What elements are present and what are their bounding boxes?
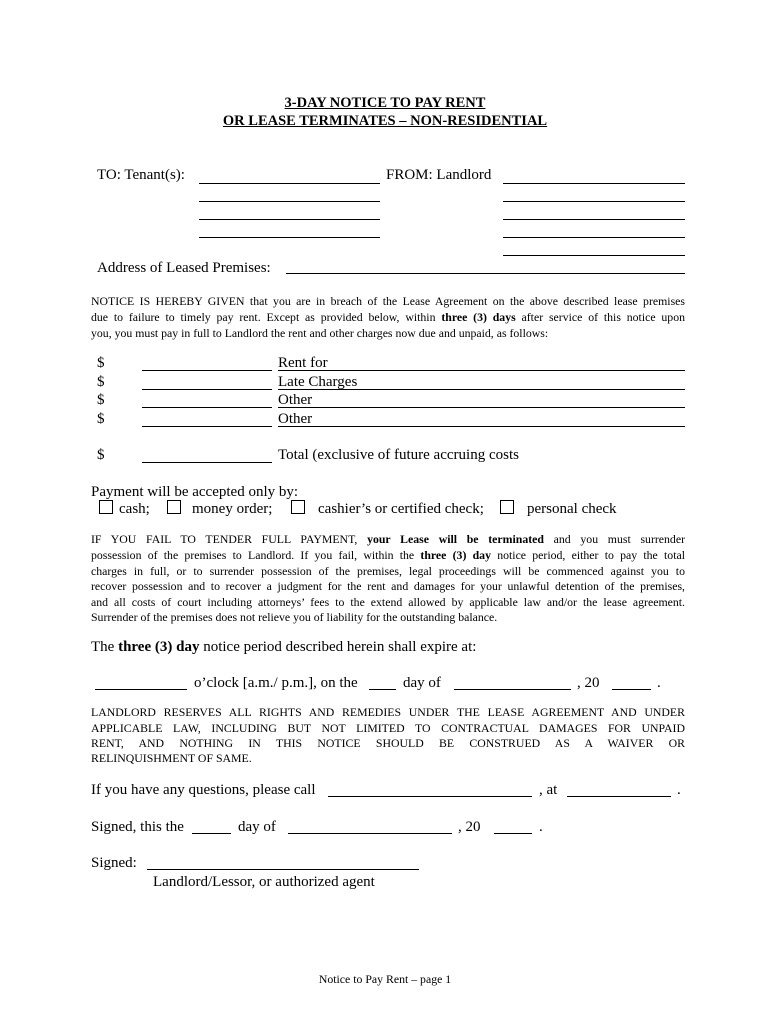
contact-name-line[interactable]	[328, 796, 532, 797]
to-tenant-label: TO: Tenant(s):	[97, 167, 185, 183]
other-label-1: Other	[278, 392, 313, 408]
fail-line-5: and all costs of court including attorneys’ fees to the extend allowed by applicable law and/or the lease agreement.	[91, 595, 685, 609]
other-line-1[interactable]	[278, 407, 685, 408]
fail-line-2: possession of the premises to Landlord. If you fail, within the three (3) day notice period, either to pay the total	[91, 548, 685, 562]
expire-period: .	[657, 675, 661, 691]
signed-year-label: , 20	[458, 819, 481, 835]
signed-date-label: Signed, this the	[91, 819, 184, 835]
questions-period: .	[677, 782, 681, 798]
rights-line-4: RELINQUISHMENT OF SAME.	[91, 751, 252, 765]
notice-line-2: due to failure to timely pay rent. Except as provided below, within three (3) days after service of this notice upon	[91, 310, 685, 324]
money-order-label: money order;	[192, 501, 273, 517]
page-footer: Notice to Pay Rent – page 1	[318, 972, 452, 986]
expire-day-line[interactable]	[369, 689, 396, 690]
personal-check-checkbox[interactable]	[500, 500, 514, 514]
payment-label: Payment will be accepted only by:	[91, 484, 299, 500]
late-charges-amount-line[interactable]	[142, 389, 272, 390]
late-charges-label: Late Charges	[278, 374, 358, 390]
signed-year-line[interactable]	[494, 833, 532, 834]
fail-line-1: IF YOU FAIL TO TENDER FULL PAYMENT, your Lease will be terminated and you must surrender	[91, 532, 685, 546]
signature-line[interactable]	[147, 869, 419, 870]
personal-check-label: personal check	[527, 501, 617, 517]
signed-day-of-label: day of	[238, 819, 276, 835]
cashiers-check-label: cashier’s or certified check;	[318, 501, 484, 517]
dollar-sign-1: $	[97, 355, 105, 371]
total-label: Total (exclusive of future accruing costs	[278, 447, 519, 463]
landlord-name-line-4[interactable]	[503, 237, 685, 238]
signature-label: Signed:	[91, 855, 137, 871]
other-label-2: Other	[278, 411, 313, 427]
questions-label: If you have any questions, please call	[91, 782, 316, 798]
landlord-name-line-2[interactable]	[503, 201, 685, 202]
tenant-name-line-4[interactable]	[199, 237, 380, 238]
cashiers-check-checkbox[interactable]	[291, 500, 305, 514]
expire-day-of-label: day of	[403, 675, 441, 691]
tenant-name-line-3[interactable]	[199, 219, 380, 220]
signed-day-line[interactable]	[192, 833, 231, 834]
signed-month-line[interactable]	[288, 833, 452, 834]
notice-line-3: you, you must pay in full to Landlord the rent and other charges now due and unpaid, as follows:	[91, 326, 549, 340]
signature-caption: Landlord/Lessor, or authorized agent	[153, 874, 375, 890]
address-line[interactable]	[286, 273, 685, 274]
rent-amount-line[interactable]	[142, 370, 272, 371]
notice-line-1: NOTICE IS HEREBY GIVEN that you are in breach of the Lease Agreement on the above described lease premises	[91, 294, 685, 308]
from-landlord-label: FROM: Landlord	[386, 167, 492, 183]
total-amount-line[interactable]	[142, 462, 272, 463]
rights-line-2: APPLICABLE LAW, INCLUDING BUT NOT LIMITED TO CONTRACTUAL DAMAGES FOR UNPAID	[91, 721, 685, 735]
other-line-2[interactable]	[278, 426, 685, 427]
expire-statement: The three (3) day notice period described herein shall expire at:	[91, 639, 477, 655]
expire-month-line[interactable]	[454, 689, 571, 690]
dollar-sign-3: $	[97, 392, 105, 408]
fail-line-6: Surrender of the premises does not relieve you of liability for the outstanding balance.	[91, 610, 498, 624]
fail-line-4: recover possession and to recover a judgment for the rent and damages for your unlawful detention of the premises,	[91, 579, 685, 593]
other-amount-line-1[interactable]	[142, 407, 272, 408]
fail-line-3: charges in full, or to surrender possession of the premises, legal proceedings will be commenced against you to	[91, 564, 685, 578]
other-amount-line-2[interactable]	[142, 426, 272, 427]
cash-label: cash;	[119, 501, 150, 517]
late-charges-line[interactable]	[278, 389, 685, 390]
address-label: Address of Leased Premises:	[97, 260, 271, 276]
expire-year-label: , 20	[577, 675, 600, 691]
money-order-checkbox[interactable]	[167, 500, 181, 514]
rights-line-1: LANDLORD RESERVES ALL RIGHTS AND REMEDIES UNDER THE LEASE AGREEMENT AND UNDER	[91, 705, 685, 719]
tenant-name-line-1[interactable]	[199, 183, 380, 184]
rent-for-label: Rent for	[278, 355, 328, 371]
cash-checkbox[interactable]	[99, 500, 113, 514]
questions-at-label: , at	[539, 782, 558, 798]
tenant-name-line-2[interactable]	[199, 201, 380, 202]
landlord-name-line-3[interactable]	[503, 219, 685, 220]
title-line-1: 3-DAY NOTICE TO PAY RENT	[284, 95, 486, 111]
time-line[interactable]	[95, 689, 187, 690]
dollar-sign-4: $	[97, 411, 105, 427]
landlord-name-line-1[interactable]	[503, 183, 685, 184]
oclock-label: o’clock [a.m./ p.m.], on the	[194, 675, 358, 691]
signed-period: .	[539, 819, 543, 835]
rights-line-3: RENT, AND NOTHING IN THIS NOTICE SHOULD BE CONSTRUED AS A WAIVER OR	[91, 736, 685, 750]
expire-year-line[interactable]	[612, 689, 651, 690]
rent-for-line[interactable]	[278, 370, 685, 371]
title-line-2: OR LEASE TERMINATES – NON-RESIDENTIAL	[222, 113, 548, 129]
contact-phone-line[interactable]	[567, 796, 671, 797]
dollar-sign-2: $	[97, 374, 105, 390]
dollar-sign-total: $	[97, 447, 105, 463]
landlord-name-line-5[interactable]	[503, 255, 685, 256]
